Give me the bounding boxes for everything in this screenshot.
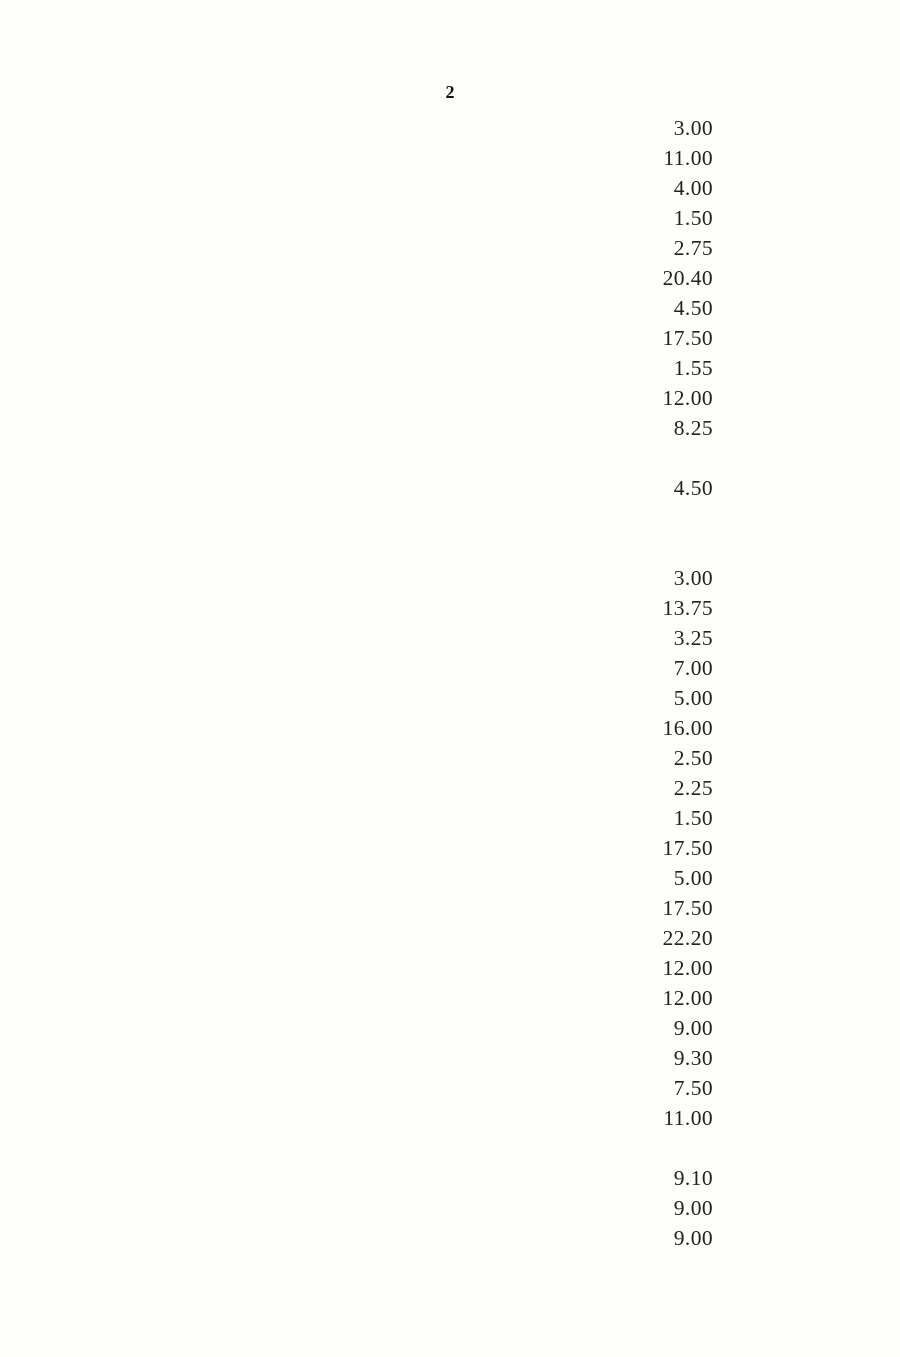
ledger-row	[108, 1073, 723, 1103]
ledger-row	[108, 623, 723, 653]
ledger-amount: 12.00	[662, 956, 713, 980]
ledger-amount: 17.50	[662, 836, 713, 860]
ledger-row	[108, 1043, 723, 1073]
ledger-row	[108, 203, 723, 233]
ledger-amount: 9.10	[673, 1166, 713, 1190]
ledger-row	[108, 743, 723, 773]
ledger-row	[108, 503, 723, 533]
ledger-row	[108, 1103, 723, 1133]
ledger-amount: 9.00	[673, 1226, 713, 1250]
ledger-amount: 2.75	[673, 236, 713, 260]
ledger-row	[108, 803, 723, 833]
ledger-amount: 17.50	[662, 896, 713, 920]
ledger-amount: 1.55	[673, 356, 713, 380]
ledger-row	[108, 923, 723, 953]
ledger-amount: 16.00	[662, 716, 713, 740]
ledger-row	[108, 173, 723, 203]
ledger-amount: 12.00	[662, 986, 713, 1010]
ledger-amount: 13.75	[662, 596, 713, 620]
ledger-amount: 5.00	[673, 686, 713, 710]
ledger-row	[108, 863, 723, 893]
ledger-row	[108, 143, 723, 173]
page-number: 2	[445, 82, 455, 102]
ledger-amount: 11.00	[663, 146, 713, 170]
ledger-amount: 9.00	[673, 1016, 713, 1040]
ledger-row	[108, 983, 723, 1013]
ledger-amount: 7.50	[673, 1076, 713, 1100]
ledger-amount: 2.50	[673, 746, 713, 770]
ledger-row	[108, 953, 723, 983]
ledger-amount: 5.00	[673, 866, 713, 890]
ledger-amount: 3.00	[673, 116, 713, 140]
ledger-amount: 9.00	[673, 1196, 713, 1220]
ledger-amount: 20.40	[662, 266, 713, 290]
ledger-amount: 1.50	[673, 206, 713, 230]
ledger-amount: 4.50	[673, 296, 713, 320]
ledger-row	[108, 833, 723, 863]
ledger-row	[108, 323, 723, 353]
ledger-amount: 11.00	[663, 1106, 713, 1130]
ledger-row	[108, 413, 723, 443]
ledger-amount: 7.00	[673, 656, 713, 680]
expense-ledger	[108, 113, 723, 1253]
ledger-row	[108, 113, 723, 143]
ledger-row	[108, 353, 723, 383]
ledger-row	[108, 563, 723, 593]
ledger-row	[108, 293, 723, 323]
ledger-row	[108, 473, 723, 503]
ledger-amount: 4.00	[673, 176, 713, 200]
ledger-amount: 17.50	[662, 326, 713, 350]
ledger-row	[108, 533, 723, 563]
ledger-row	[108, 263, 723, 293]
ledger-row	[108, 713, 723, 743]
ledger-row	[108, 443, 723, 473]
ledger-row	[108, 1013, 723, 1043]
ledger-row	[108, 893, 723, 923]
ledger-row	[108, 773, 723, 803]
ledger-amount: 3.25	[673, 626, 713, 650]
ledger-amount: 9.30	[673, 1046, 713, 1070]
ledger-row	[108, 1223, 723, 1253]
ledger-row	[108, 653, 723, 683]
ledger-amount: 3.00	[673, 566, 713, 590]
ledger-row	[108, 683, 723, 713]
ledger-row	[108, 233, 723, 263]
ledger-amount: 8.25	[673, 416, 713, 440]
ledger-row	[108, 1163, 723, 1193]
ledger-row	[108, 383, 723, 413]
ledger-amount: 4.50	[673, 476, 713, 500]
ledger-row	[108, 1133, 723, 1163]
ledger-amount: 1.50	[673, 806, 713, 830]
ledger-amount: 22.20	[662, 926, 713, 950]
ledger-row	[108, 1193, 723, 1223]
ledger-amount: 2.25	[673, 776, 713, 800]
ledger-row	[108, 593, 723, 623]
ledger-amount: 12.00	[662, 386, 713, 410]
